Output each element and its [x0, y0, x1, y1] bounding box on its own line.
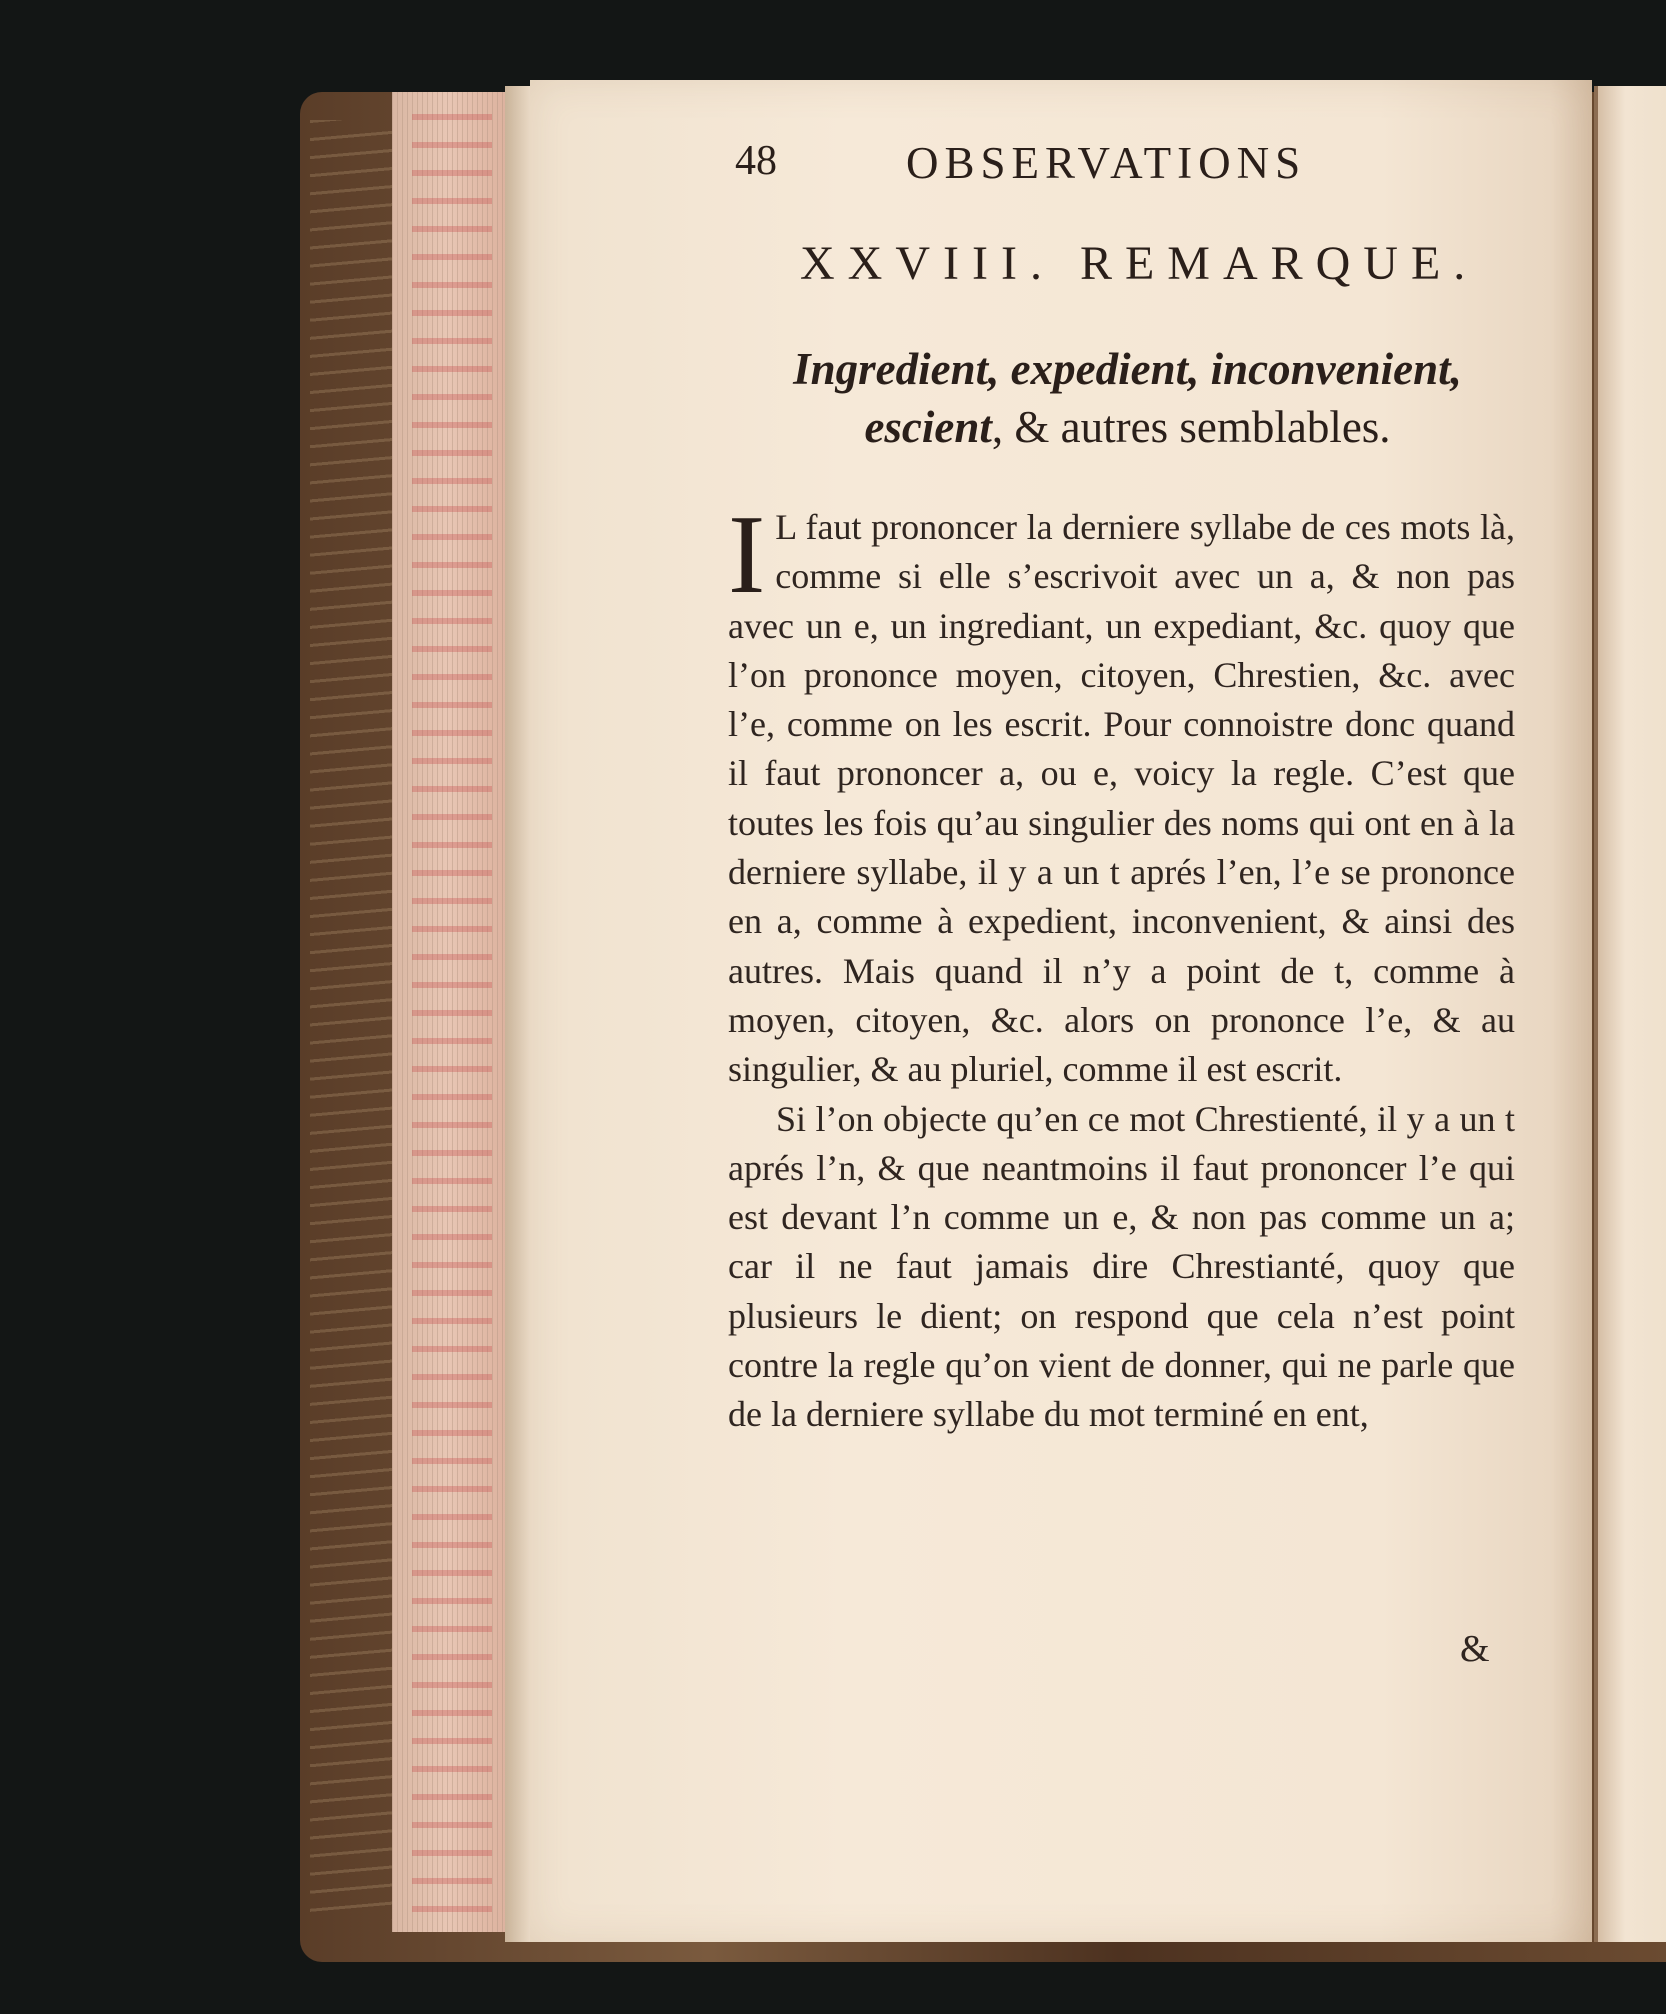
running-title: OBSERVATIONS	[906, 138, 1307, 188]
drop-cap: I	[728, 493, 766, 617]
right-page-edge	[1598, 86, 1666, 1942]
cover-texture	[310, 120, 400, 1920]
title-italic-word: escient	[864, 402, 992, 452]
paragraph-1	[728, 493, 1515, 1095]
red-speckled-edge	[412, 112, 492, 1912]
title-line-1: Ingredient, expedient, inconvenient,	[793, 344, 1462, 394]
title-line-2	[730, 398, 1525, 456]
paragraph-2: Si l’on objecte qu’en ce mot Chrestienté, il y a un t aprés l’n, & que neantmoins il faut prononcer l’e qui est devant l’n comme un e, & non pas comme un a; car il ne faut jamais dire Chrestianté, quoy que plusieurs le dient; on respond que cela n’est point contre la regle qu’on vient de donner, qui ne parle que de la derniere syllabe du mot terminé en ent,	[728, 1098, 1515, 1435]
title-line-2-rest: , & autres semblables.	[991, 402, 1391, 452]
remark-title	[730, 340, 1525, 456]
section-heading: XXVIII. REMARQUE.	[800, 237, 1479, 290]
catchword: &	[1460, 1628, 1490, 1670]
page-number: 48	[735, 138, 777, 184]
paragraph-1-text: L faut prononcer la derniere syllabe de ces mots là, comme si elle s’escrivoit avec un a, & non pas avec un e, un ingrediant, un expediant, &c. quoy que l’on prononce moyen, citoyen, Chrestien, &c. avec l’e, comme on les escrit. Pour connoistre donc quand il faut prononcer a, ou e, voicy la regle. C’est que toutes les fois qu’au singulier des noms qui ont en à la derniere syllabe, il y a un t aprés l’en, l’e se prononce en a, comme à expedient, inconvenient, & ainsi des autres. Mais quand il n’y a point de t, comme à moyen, citoyen, &c. alors on prononce l’e, & au singulier, & au pluriel, comme il est escrit.	[728, 507, 1515, 1090]
body-text	[728, 493, 1515, 1440]
